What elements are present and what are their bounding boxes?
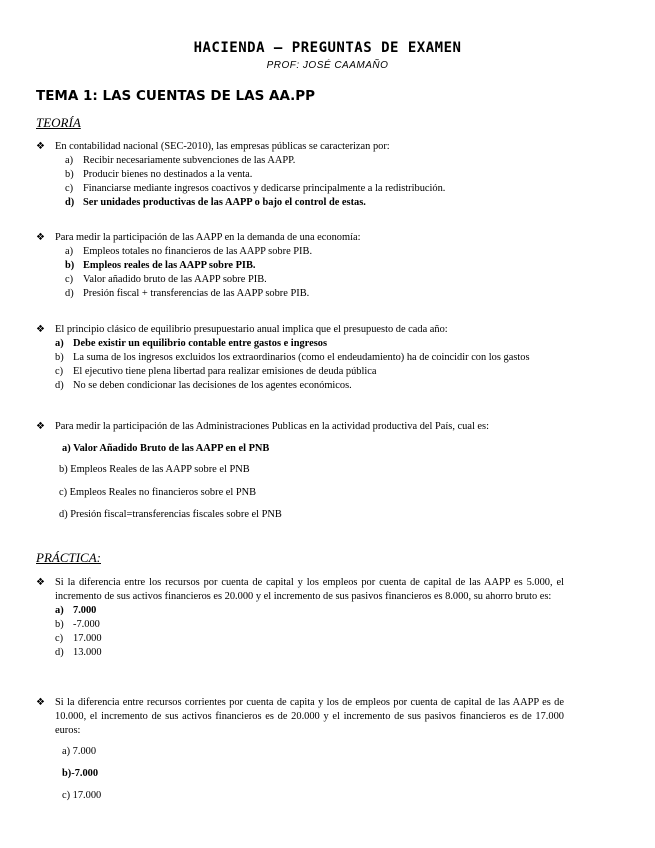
option-b: b) Empleos Reales de las AAPP sobre el PNB xyxy=(59,464,250,475)
teoria-question-4 xyxy=(36,420,564,434)
diamond-bullet-icon: ❖ xyxy=(36,697,45,708)
document-title: HACIENDA – PREGUNTAS DE EXAMEN xyxy=(193,40,462,56)
document-subtitle: PROF: JOSÉ CAAMAÑO xyxy=(266,60,389,71)
option-c: c) Valor añadido bruto de las AAPP sobre PIB. xyxy=(65,274,267,285)
option-b-correct: b)-7.000 xyxy=(62,768,99,779)
practica-question-2 xyxy=(36,696,564,738)
option-c: c) 17.000 xyxy=(55,633,102,644)
diamond-bullet-icon: ❖ xyxy=(36,577,45,588)
option-a-correct: a) Valor Añadido Bruto de las AAPP en el PNB xyxy=(62,443,270,454)
option-d-correct: d) Ser unidades productivas de las AAPP o bajo el control de estas. xyxy=(65,197,366,208)
teoria-question-3 xyxy=(36,323,564,393)
option-d: d) Presión fiscal=transferencias fiscales sobre el PNB xyxy=(59,509,282,520)
option-a: a) Recibir necesariamente subvenciones de las AAPP. xyxy=(65,155,296,166)
option-c: c) Financiarse mediante ingresos coactivos y dedicarse principalmente a la redistribución. xyxy=(65,183,446,194)
option-a: a) 7.000 xyxy=(62,746,97,757)
teoria-heading: TEORÍA xyxy=(36,115,81,130)
question-stem: Si la diferencia entre recursos corrientes por cuenta de capita y los de empleos por cuenta de capital de las AAPP es de 10.000, el incremento de sus activos financieros es de 20.000 y el incremento de sus pasivos financieros es de 17.000 euros: xyxy=(55,697,564,736)
option-d: d) Presión fiscal + transferencias de las AAPP sobre PIB. xyxy=(65,288,310,299)
option-c: c) El ejecutivo tiene plena libertad para realizar emisiones de deuda pública xyxy=(55,366,377,377)
diamond-bullet-icon: ❖ xyxy=(36,141,45,152)
option-b: b) Producir bienes no destinados a la venta. xyxy=(65,169,253,180)
question-stem: Si la diferencia entre los recursos por cuenta de capital y los empleos por cuenta de capital de las AAPP es 5.000, el incremento de sus activos financieros es 20.000 y el incremento de sus pasivos financieros es 8.000, su ahorro bruto es: xyxy=(55,577,564,602)
option-a-correct: a) 7.000 xyxy=(55,605,97,616)
question-stem: Para medir la participación de las AAPP en la demanda de una economía: xyxy=(55,232,361,243)
diamond-bullet-icon: ❖ xyxy=(36,232,45,243)
option-d: d) 13.000 xyxy=(55,647,102,658)
option-b-correct: b) Empleos reales de las AAPP sobre PIB. xyxy=(65,260,256,271)
topic-heading: TEMA 1: LAS CUENTAS DE LAS AA.PP xyxy=(36,88,316,104)
diamond-bullet-icon: ❖ xyxy=(36,421,45,432)
option-a-correct: a) Debe existir un equilibrio contable entre gastos e ingresos xyxy=(55,338,327,349)
option-a: a) Empleos totales no financieros de las AAPP sobre PIB. xyxy=(65,246,313,257)
option-c: c) 17.000 xyxy=(62,790,102,801)
option-b: b) La suma de los ingresos excluidos los extraordinarios (como el endeudamiento) ha de coincidir con los gastos xyxy=(55,352,530,363)
option-b: b) -7.000 xyxy=(55,619,100,630)
practica-question-1 xyxy=(36,576,564,660)
teoria-question-2 xyxy=(36,231,564,301)
option-d: d) No se deben condicionar las decisiones de los agentes económicos. xyxy=(55,380,352,391)
teoria-question-1 xyxy=(36,140,564,210)
diamond-bullet-icon: ❖ xyxy=(36,324,45,335)
question-stem: Para medir la participación de las Administraciones Publicas en la actividad productiva del País, cual es: xyxy=(55,421,489,432)
option-c: c) Empleos Reales no financieros sobre el PNB xyxy=(59,487,257,498)
question-stem: En contabilidad nacional (SEC-2010), las empresas públicas se caracterizan por: xyxy=(55,141,390,152)
question-stem: El principio clásico de equilibrio presupuestario anual implica que el presupuesto de cada año: xyxy=(55,324,448,335)
practica-heading: PRÁCTICA: xyxy=(36,550,101,565)
